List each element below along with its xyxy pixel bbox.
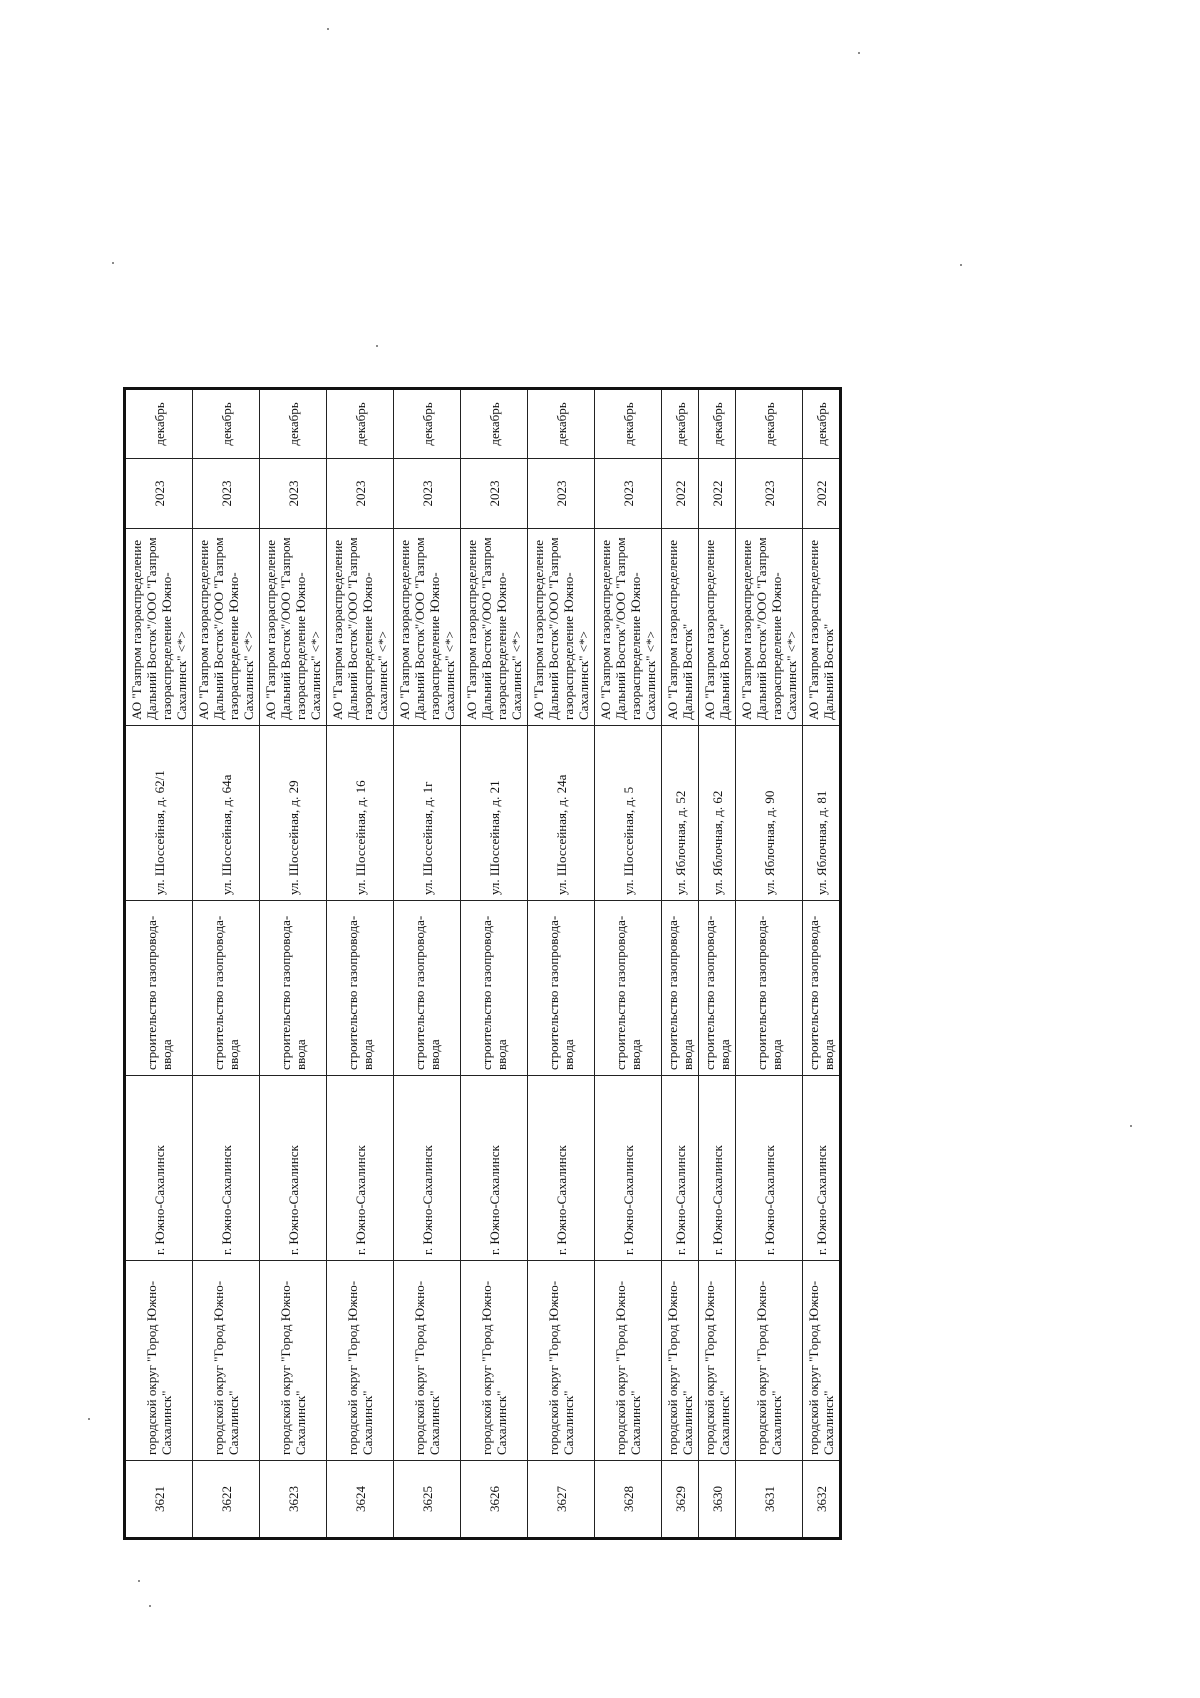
table-row xyxy=(193,389,260,1539)
organization-cell: АО "Газпром газораспределение Дальний Восток"/ООО "Газпром газораспределение Южно-Сахалинск" <*> xyxy=(461,529,528,726)
row-number: 3631 xyxy=(736,1461,803,1539)
address-cell: ул. Шоссейная, д. 24а xyxy=(528,726,595,901)
year-cell: 2023 xyxy=(327,459,394,529)
work-type-cell: строительство газопровода-ввода xyxy=(461,901,528,1076)
locality-cell: г. Южно-Сахалинск xyxy=(394,1076,461,1261)
work-type-cell: строительство газопровода-ввода xyxy=(699,901,736,1076)
table-row xyxy=(125,389,193,1539)
month-cell: декабрь xyxy=(662,389,699,459)
municipality-cell: городской округ "Город Южно-Сахалинск" xyxy=(803,1261,841,1461)
row-number: 3622 xyxy=(193,1461,260,1539)
scan-speck xyxy=(376,345,378,347)
organization-cell: АО "Газпром газораспределение Дальний Восток"/ООО "Газпром газораспределение Южно-Сахалинск" <*> xyxy=(528,529,595,726)
municipality-cell: городской округ "Город Южно-Сахалинск" xyxy=(699,1261,736,1461)
table-row xyxy=(736,389,803,1539)
municipality-cell: городской округ "Город Южно-Сахалинск" xyxy=(125,1261,193,1461)
month-cell: декабрь xyxy=(327,389,394,459)
locality-cell: г. Южно-Сахалинск xyxy=(736,1076,803,1261)
rotated-table-container xyxy=(123,390,836,1540)
row-number: 3630 xyxy=(699,1461,736,1539)
locality-cell: г. Южно-Сахалинск xyxy=(803,1076,841,1261)
table-row xyxy=(260,389,327,1539)
address-cell: ул. Яблочная, д. 52 xyxy=(662,726,699,901)
work-type-cell: строительство газопровода-ввода xyxy=(595,901,662,1076)
year-cell: 2023 xyxy=(193,459,260,529)
organization-cell: АО "Газпром газораспределение Дальний Восток"/ООО "Газпром газораспределение Южно-Сахалинск" <*> xyxy=(595,529,662,726)
organization-cell: АО "Газпром газораспределение Дальний Восток"/ООО "Газпром газораспределение Южно-Сахалинск" <*> xyxy=(327,529,394,726)
table-row xyxy=(803,389,841,1539)
work-type-cell: строительство газопровода-ввода xyxy=(327,901,394,1076)
municipality-cell: городской округ "Город Южно-Сахалинск" xyxy=(327,1261,394,1461)
table-row xyxy=(528,389,595,1539)
year-cell: 2023 xyxy=(528,459,595,529)
municipality-cell: городской округ "Город Южно-Сахалинск" xyxy=(595,1261,662,1461)
locality-cell: г. Южно-Сахалинск xyxy=(193,1076,260,1261)
organization-cell: АО "Газпром газораспределение Дальний Восток"/ООО "Газпром газораспределение Южно-Сахалинск" <*> xyxy=(394,529,461,726)
table-row xyxy=(699,389,736,1539)
work-type-cell: строительство газопровода-ввода xyxy=(662,901,699,1076)
table-body xyxy=(125,389,841,1539)
municipality-cell: городской округ "Город Южно-Сахалинск" xyxy=(461,1261,528,1461)
work-type-cell: строительство газопровода-ввода xyxy=(803,901,841,1076)
gas-connection-table xyxy=(123,387,842,1540)
address-cell: ул. Шоссейная, д. 1г xyxy=(394,726,461,901)
locality-cell: г. Южно-Сахалинск xyxy=(699,1076,736,1261)
address-cell: ул. Яблочная, д. 62 xyxy=(699,726,736,901)
table-row xyxy=(595,389,662,1539)
work-type-cell: строительство газопровода-ввода xyxy=(736,901,803,1076)
scan-speck xyxy=(88,1418,90,1420)
organization-cell: АО "Газпром газораспределение Дальний Восток"/ООО "Газпром газораспределение Южно-Сахалинск" <*> xyxy=(736,529,803,726)
row-number: 3626 xyxy=(461,1461,528,1539)
address-cell: ул. Шоссейная, д. 5 xyxy=(595,726,662,901)
month-cell: декабрь xyxy=(461,389,528,459)
month-cell: декабрь xyxy=(528,389,595,459)
year-cell: 2023 xyxy=(595,459,662,529)
address-cell: ул. Яблочная, д. 81 xyxy=(803,726,841,901)
year-cell: 2022 xyxy=(699,459,736,529)
year-cell: 2023 xyxy=(394,459,461,529)
municipality-cell: городской округ "Город Южно-Сахалинск" xyxy=(260,1261,327,1461)
municipality-cell: городской округ "Город Южно-Сахалинск" xyxy=(662,1261,699,1461)
work-type-cell: строительство газопровода-ввода xyxy=(528,901,595,1076)
year-cell: 2022 xyxy=(662,459,699,529)
month-cell: декабрь xyxy=(394,389,461,459)
organization-cell: АО "Газпром газораспределение Дальний Восток"/ООО "Газпром газораспределение Южно-Сахалинск" <*> xyxy=(125,529,193,726)
scan-speck xyxy=(112,262,114,264)
locality-cell: г. Южно-Сахалинск xyxy=(595,1076,662,1261)
address-cell: ул. Шоссейная, д. 16 xyxy=(327,726,394,901)
row-number: 3621 xyxy=(125,1461,193,1539)
organization-cell: АО "Газпром газораспределение Дальний Восток"/ООО "Газпром газораспределение Южно-Сахалинск" <*> xyxy=(260,529,327,726)
month-cell: декабрь xyxy=(260,389,327,459)
month-cell: декабрь xyxy=(803,389,841,459)
month-cell: декабрь xyxy=(699,389,736,459)
year-cell: 2023 xyxy=(461,459,528,529)
month-cell: декабрь xyxy=(736,389,803,459)
scan-speck xyxy=(960,264,962,266)
address-cell: ул. Шоссейная, д. 29 xyxy=(260,726,327,901)
row-number: 3629 xyxy=(662,1461,699,1539)
scan-speck xyxy=(138,1580,140,1582)
scan-speck xyxy=(858,52,860,54)
table-row xyxy=(327,389,394,1539)
year-cell: 2023 xyxy=(125,459,193,529)
year-cell: 2022 xyxy=(803,459,841,529)
table-row xyxy=(394,389,461,1539)
scan-speck xyxy=(327,28,329,30)
address-cell: ул. Шоссейная, д. 21 xyxy=(461,726,528,901)
row-number: 3632 xyxy=(803,1461,841,1539)
work-type-cell: строительство газопровода-ввода xyxy=(394,901,461,1076)
year-cell: 2023 xyxy=(260,459,327,529)
month-cell: декабрь xyxy=(595,389,662,459)
organization-cell: АО "Газпром газораспределение Дальний Восток" xyxy=(803,529,841,726)
row-number: 3627 xyxy=(528,1461,595,1539)
table-row xyxy=(662,389,699,1539)
row-number: 3625 xyxy=(394,1461,461,1539)
address-cell: ул. Яблочная, д. 90 xyxy=(736,726,803,901)
scan-speck xyxy=(1130,1125,1132,1127)
month-cell: декабрь xyxy=(193,389,260,459)
work-type-cell: строительство газопровода-ввода xyxy=(193,901,260,1076)
organization-cell: АО "Газпром газораспределение Дальний Восток"/ООО "Газпром газораспределение Южно-Сахалинск" <*> xyxy=(193,529,260,726)
work-type-cell: строительство газопровода-ввода xyxy=(125,901,193,1076)
row-number: 3628 xyxy=(595,1461,662,1539)
locality-cell: г. Южно-Сахалинск xyxy=(327,1076,394,1261)
municipality-cell: городской округ "Город Южно-Сахалинск" xyxy=(736,1261,803,1461)
row-number: 3623 xyxy=(260,1461,327,1539)
municipality-cell: городской округ "Город Южно-Сахалинск" xyxy=(193,1261,260,1461)
organization-cell: АО "Газпром газораспределение Дальний Восток" xyxy=(662,529,699,726)
year-cell: 2023 xyxy=(736,459,803,529)
locality-cell: г. Южно-Сахалинск xyxy=(125,1076,193,1261)
locality-cell: г. Южно-Сахалинск xyxy=(461,1076,528,1261)
locality-cell: г. Южно-Сахалинск xyxy=(662,1076,699,1261)
municipality-cell: городской округ "Город Южно-Сахалинск" xyxy=(528,1261,595,1461)
address-cell: ул. Шоссейная, д. 64а xyxy=(193,726,260,901)
row-number: 3624 xyxy=(327,1461,394,1539)
scan-speck xyxy=(149,1605,151,1607)
locality-cell: г. Южно-Сахалинск xyxy=(260,1076,327,1261)
month-cell: декабрь xyxy=(125,389,193,459)
organization-cell: АО "Газпром газораспределение Дальний Восток" xyxy=(699,529,736,726)
table-row xyxy=(461,389,528,1539)
municipality-cell: городской округ "Город Южно-Сахалинск" xyxy=(394,1261,461,1461)
work-type-cell: строительство газопровода-ввода xyxy=(260,901,327,1076)
locality-cell: г. Южно-Сахалинск xyxy=(528,1076,595,1261)
address-cell: ул. Шоссейная, д. 62/1 xyxy=(125,726,193,901)
